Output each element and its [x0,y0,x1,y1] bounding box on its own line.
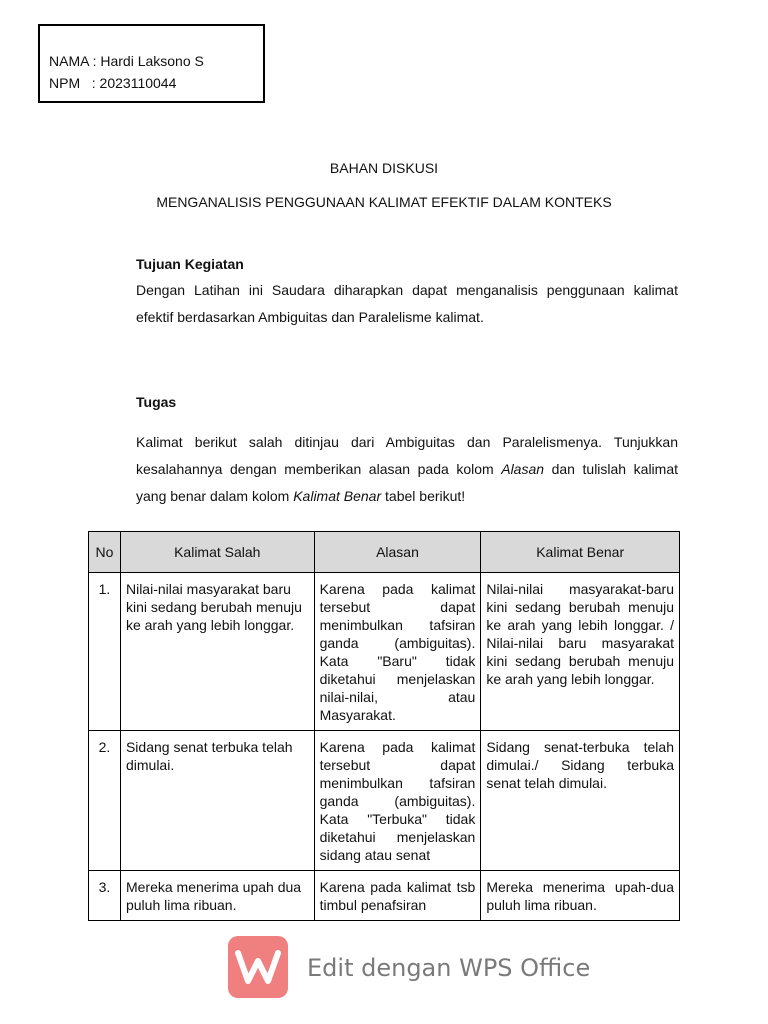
student-id-box [38,24,265,103]
cell-alasan: Karena pada kalimat tersebut dapat menimbulkan tafsiran ganda (ambiguitas). Kata "Baru" tidak diketahui menjelaskan nilai-nilai, atau Masyarakat. [314,573,481,731]
header-kalimat-benar: Kalimat Benar [481,532,680,573]
wps-edit-banner[interactable] [0,926,768,1024]
cell-no: 2. [89,731,121,871]
task-heading: Tugas [136,394,177,410]
analysis-table [88,531,680,921]
header-kalimat-salah: Kalimat Salah [120,532,314,573]
cell-alasan: Karena pada kalimat tersebut dapat menimbulkan tafsiran ganda (ambiguitas). Kata "Terbuka" tidak diketahui menjelaskan sidang atau senat [314,731,481,871]
wps-edit-label[interactable]: Edit dengan WPS Office [307,954,591,982]
cell-kalimat-salah: Mereka menerima upah dua puluh lima ribuan. [120,871,314,921]
task-text [136,429,678,510]
task-em-kalimat-benar: Kalimat Benar [293,488,382,504]
student-npm: NPM : 2023110044 [49,75,177,91]
doc-title: BAHAN DISKUSI [329,160,439,176]
student-name: NAMA : Hardi Laksono S [49,53,204,69]
cell-kalimat-benar: Sidang senat-terbuka telah dimulai./ Sidang terbuka senat telah dimulai. [481,731,680,871]
table-row [89,731,680,871]
cell-kalimat-salah: Sidang senat terbuka telah dimulai. [120,731,314,871]
cell-alasan: Karena pada kalimat tsb timbul penafsiran [314,871,481,921]
cell-no: 3. [89,871,121,921]
goal-text: Dengan Latihan ini Saudara diharapkan dapat menganalisis penggunaan kalimat efektif berdasarkan Ambiguitas dan Paralelisme kalimat. [136,282,678,325]
header-alasan: Alasan [314,532,481,573]
task-em-alasan: Alasan [501,461,545,477]
doc-subtitle: MENGANALISIS PENGGUNAAN KALIMAT EFEKTIF DALAM KONTEKS [156,194,612,210]
cell-no: 1. [89,573,121,731]
header-no: No [89,532,121,573]
wps-logo-svg [228,936,288,998]
cell-kalimat-benar: Nilai-nilai masyarakat-baru kini sedang berubah menuju ke arah yang lebih longgar. / Nilai-nilai baru masyarakat kini sedang berubah menuju ke arah yang lebih longgar. [481,573,680,731]
cell-kalimat-benar: Mereka menerima upah-dua puluh lima ribuan. [481,871,680,921]
task-text-part: Kalimat berikut salah ditinjau dari Ambiguitas dan Paralelismenya. Tunjukkan kesalahannya dengan memberikan alasan pada kolom [136,434,678,477]
table-row [89,573,680,731]
task-text-part: tabel berikut! [381,488,466,504]
cell-kalimat-salah: Nilai-nilai masyarakat baru kini sedang berubah menuju ke arah yang lebih longgar. [120,573,314,731]
task-text-part: dan tulislah kalimat yang benar dalam kolom [136,461,678,504]
wps-logo-icon[interactable] [228,936,288,998]
table-header-row [89,532,680,573]
table-row [89,871,680,921]
goal-heading: Tujuan Kegiatan [136,256,244,272]
